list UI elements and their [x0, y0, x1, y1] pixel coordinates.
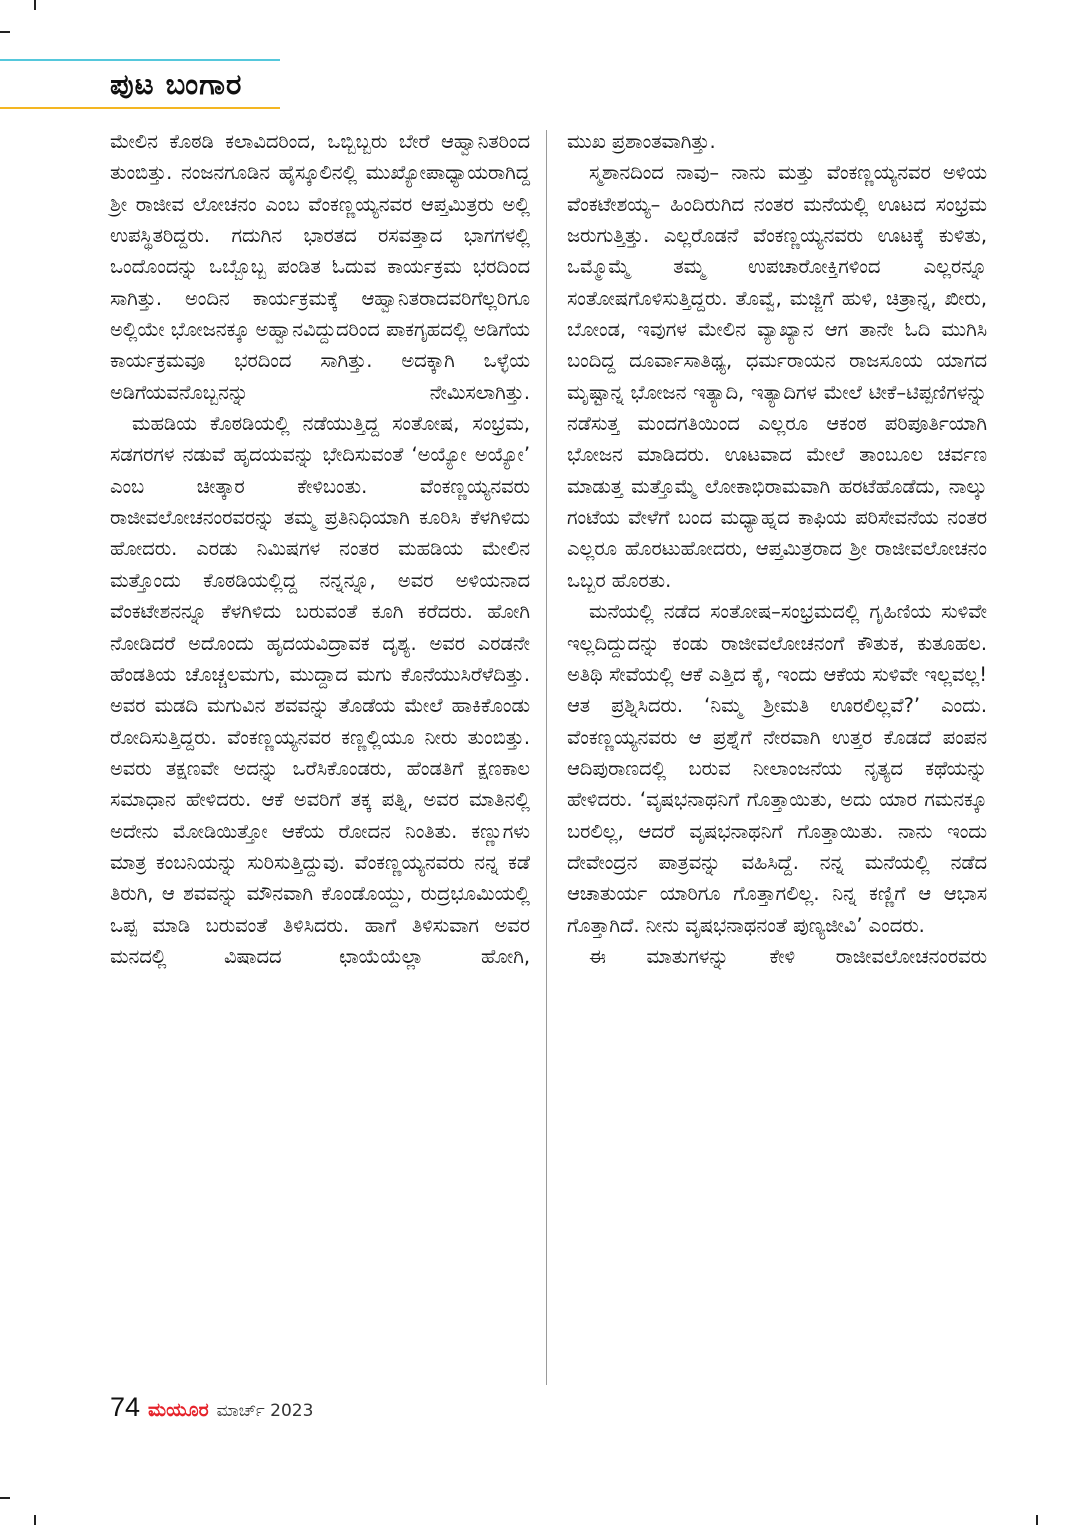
article-column-left: [110, 126, 530, 972]
column-divider: [546, 130, 547, 1385]
issue-date: ಮಾರ್ಚ್ 2023: [216, 1401, 314, 1421]
crop-mark-top-left: [34, 0, 36, 10]
page-footer: [110, 1392, 313, 1432]
header-accent-line-top: [0, 59, 280, 61]
magazine-name: ಮಯೂರ: [148, 1399, 209, 1421]
article-paragraph: ಮುಖ ಪ್ರಶಾಂತವಾಗಿತ್ತು.: [567, 130, 716, 153]
page-number: 74: [110, 1392, 141, 1422]
article-paragraph: ಮೇಲಿನ ಕೊಠಡಿ ಕಲಾವಿದರಿಂದ, ಒಬ್ಬಿಬ್ಬರು ಬೇರೆ ಆಹ್ವಾನಿತರಿಂದ ತುಂಬಿತ್ತು. ನಂಜನಗೂಡಿನ ಹೈಸ್ಕೂಲಿನಲ್ಲಿ ಮುಖ್ಯೋಪಾಧ್ಯಾಯರಾಗಿದ್ದ ಶ್ರೀ ರಾಜೀವ ಲೋಚನಂ ಎಂಬ ವೆಂಕಣ್ಣಯ್ಯನವರ ಆಪ್ತಮಿತ್ರರು ಅಲ್ಲಿ ಉಪಸ್ಥಿತರಿದ್ದರು. ಗದುಗಿನ ಭಾರತದ ರಸವತ್ತಾದ ಭಾಗಗಳಲ್ಲಿ ಒಂದೊಂದನ್ನು ಒಬ್ಬೊಬ್ಬ ಪಂಡಿತ ಓದುವ ಕಾರ್ಯಕ್ರಮ ಭರದಿಂದ ಸಾಗಿತ್ತು. ಅಂದಿನ ಕಾರ್ಯಕ್ರಮಕ್ಕೆ ಆಹ್ವಾನಿತರಾದವರಿಗೆಲ್ಲರಿಗೂ ಅಲ್ಲಿಯೇ ಭೋಜನಕ್ಕೂ ಅಹ್ವಾನವಿದ್ದುದರಿಂದ ಪಾಕಗೃಹದಲ್ಲಿ ಅಡಿಗೆಯ ಕಾರ್ಯಕ್ರಮವೂ ಭರದಿಂದ ಸಾಗಿತ್ತು. ಅದಕ್ಕಾಗಿ ಒಳ್ಳೆಯ ಅಡಿಗೆಯವನೊಬ್ಬನನ್ನು ನೇಮಿಸಲಾಗಿತ್ತು.: [110, 130, 530, 404]
article-paragraph: ಮಹಡಿಯ ಕೊಠಡಿಯಲ್ಲಿ ನಡೆಯುತ್ತಿದ್ದ ಸಂತೋಷ, ಸಂಭ್ರಮ, ಸಡಗರಗಳ ನಡುವೆ ಹೃದಯವನ್ನು ಭೇದಿಸುವಂತೆ ‘ಅಯ್ಯೋ ಅಯ್ಯೋ’ ಎಂಬ ಚೀತ್ಕಾರ ಕೇಳಿಬಂತು. ವೆಂಕಣ್ಣಯ್ಯನವರು ರಾಜೀವಲೋಚನಂರವರನ್ನು ತಮ್ಮ ಪ್ರತಿನಿಧಿಯಾಗಿ ಕೂರಿಸಿ ಕೆಳಗಿಳಿದು ಹೋದರು. ಎರಡು ನಿಮಿಷಗಳ ನಂತರ ಮಹಡಿಯ ಮೇಲಿನ ಮತ್ತೊಂದು ಕೊಠಡಿಯಲ್ಲಿದ್ದ ನನ್ನನ್ನೂ, ಅವರ ಅಳಿಯನಾದ ವೆಂಕಟೇಶನನ್ನೂ ಕೆಳಗಿಳಿದು ಬರುವಂತೆ ಕೂಗಿ ಕರೆದರು. ಹೋಗಿ ನೋಡಿದರೆ ಅದೊಂದು ಹೃದಯವಿದ್ರಾವಕ ದೃಶ್ಯ. ಅವರ ಎರಡನೇ ಹೆಂಡತಿಯ ಚೊಚ್ಚಲಮಗು, ಮುದ್ದಾದ ಮಗು ಕೊನೆಯುಸಿರೆಳೆದಿತ್ತು. ಅವರ ಮಡದಿ ಮಗುವಿನ ಶವವನ್ನು ತೊಡೆಯ ಮೇಲೆ ಹಾಕಿಕೊಂಡು ರೋದಿಸುತ್ತಿದ್ದರು. ವೆಂಕಣ್ಣಯ್ಯನವರ ಕಣ್ಣಲ್ಲಿಯೂ ನೀರು ತುಂಬಿತ್ತು. ಅವರು ತಕ್ಷಣವೇ ಅದನ್ನು ಒರೆಸಿಕೊಂಡರು, ಹೆಂಡತಿಗೆ ಕ್ಷಣಕಾಲ ಸಮಾಧಾನ ಹೇಳಿದರು. ಆಕೆ ಅವರಿಗೆ ತಕ್ಕ ಪತ್ನಿ, ಅವರ ಮಾತಿನಲ್ಲಿ ಅದೇನು ಮೋಡಿಯಿತ್ತೋ ಆಕೆಯ ರೋದನ ನಿಂತಿತು. ಕಣ್ಣುಗಳು ಮಾತ್ರ ಕಂಬನಿಯನ್ನು ಸುರಿಸುತ್ತಿದ್ದುವು. ವೆಂಕಣ್ಣಯ್ಯನವರು ನನ್ನ ಕಡೆ ತಿರುಗಿ, ಆ ಶವವನ್ನು ಮೌನವಾಗಿ ಕೊಂಡೊಯ್ದು, ರುದ್ರಭೂಮಿಯಲ್ಲಿ ಒಪ್ಪ ಮಾಡಿ ಬರುವಂತೆ ತಿಳಿಸಿದರು. ಹಾಗೆ ತಿಳಿಸುವಾಗ ಅವರ ಮನದಲ್ಲಿ ವಿಷಾದದ ಛಾಯೆಯೆಲ್ಲಾ ಹೋಗಿ,: [110, 412, 530, 968]
article-paragraph: ಮನೆಯಲ್ಲಿ ನಡೆದ ಸಂತೋಷ–ಸಂಭ್ರಮದಲ್ಲಿ ಗೃಹಿಣಿಯ ಸುಳಿವೇ ಇಲ್ಲದಿದ್ದುದನ್ನು ಕಂಡು ರಾಜೀವಲೋಚನಂಗೆ ಕೌತುಕ, ಕುತೂಹಲ. ಅತಿಥಿ ಸೇವೆಯಲ್ಲಿ ಆಕೆ ಎತ್ತಿದ ಕೈ, ಇಂದು ಆಕೆಯ ಸುಳಿವೇ ಇಲ್ಲವಲ್ಲ! ಆತ ಪ್ರಶ್ನಿಸಿದರು. ‘ನಿಮ್ಮ ಶ್ರೀಮತಿ ಊರಲಿಲ್ಲವೆ?’ ಎಂದು. ವೆಂಕಣ್ಣಯ್ಯನವರು ಆ ಪ್ರಶ್ನೆಗೆ ನೇರವಾಗಿ ಉತ್ತರ ಕೊಡದೆ ಪಂಪನ ಆದಿಪುರಾಣದಲ್ಲಿ ಬರುವ ನೀಲಾಂಜನೆಯ ನೃತ್ಯದ ಕಥೆಯನ್ನು ಹೇಳಿದರು. ‘ವೃಷಭನಾಥನಿಗೆ ಗೊತ್ತಾಯಿತು, ಅದು ಯಾರ ಗಮನಕ್ಕೂ ಬರಲಿಲ್ಲ, ಆದರೆ ವೃಷಭನಾಥನಿಗೆ ಗೊತ್ತಾಯಿತು. ನಾನು ಇಂದು ದೇವೇಂದ್ರನ ಪಾತ್ರವನ್ನು ವಹಿಸಿದ್ದೆ. ನನ್ನ ಮನೆಯಲ್ಲಿ ನಡೆದ ಆಚಾತುರ್ಯ ಯಾರಿಗೂ ಗೊತ್ತಾಗಲಿಲ್ಲ. ನಿನ್ನ ಕಣ್ಣಿಗೆ ಆ ಆಭಾಸ ಗೊತ್ತಾಗಿದೆ. ನೀನು ವೃಷಭನಾಥನಂತೆ ಪುಣ್ಯಜೀವಿ’ ಎಂದರು.: [567, 600, 987, 937]
header-accent-line-bottom: [0, 107, 280, 109]
crop-mark-bottom-left: [34, 1515, 36, 1525]
article-paragraph: ಈ ಮಾತುಗಳನ್ನು ಕೇಳಿ ರಾಜೀವಲೋಚನಂರವರು: [589, 944, 987, 968]
crop-mark-left-lower: [0, 1497, 10, 1499]
crop-mark-bottom-right: [1036, 1515, 1038, 1525]
crop-mark-left-upper: [0, 31, 10, 33]
section-title: ಪುಟ ಬಂಗಾರ: [110, 67, 243, 101]
article-column-right: [567, 126, 987, 972]
article-paragraph: ಸ್ಮಶಾನದಿಂದ ನಾವು– ನಾನು ಮತ್ತು ವೆಂಕಣ್ಣಯ್ಯನವರ ಅಳಿಯ ವೆಂಕಟೇಶಯ್ಯ– ಹಿಂದಿರುಗಿದ ನಂತರ ಮನೆಯಲ್ಲಿ ಊಟದ ಸಂಭ್ರಮ ಜರುಗುತ್ತಿತ್ತು. ಎಲ್ಲರೊಡನೆ ವೆಂಕಣ್ಣಯ್ಯನವರು ಊಟಕ್ಕೆ ಕುಳಿತು, ಒಮ್ಮೊಮ್ಮೆ ತಮ್ಮ ಉಪಚಾರೋಕ್ತಿಗಳಿಂದ ಎಲ್ಲರನ್ನೂ ಸಂತೋಷಗೊಳಿಸುತ್ತಿದ್ದರು. ತೊವ್ವೆ, ಮಜ್ಜಿಗೆ ಹುಳಿ, ಚಿತ್ರಾನ್ನ, ಖೀರು, ಬೋಂಡ, ಇವುಗಳ ಮೇಲಿನ ವ್ಯಾಖ್ಯಾನ ಆಗ ತಾನೇ ಓದಿ ಮುಗಿಸಿ ಬಂದಿದ್ದ ದೂರ್ವಾಸಾತಿಥ್ಯ, ಧರ್ಮರಾಯನ ರಾಜಸೂಯ ಯಾಗದ ಮೃಷ್ಟಾನ್ನ ಭೋಜನ ಇತ್ಯಾದಿ, ಇತ್ಯಾದಿಗಳ ಮೇಲೆ ಟೀಕೆ–ಟಿಪ್ಪಣಿಗಳನ್ನು ನಡೆಸುತ್ತ ಮಂದಗತಿಯಿಂದ ಎಲ್ಲರೂ ಆಕಂಠ ಪರಿಪೂರ್ತಿಯಾಗಿ ಭೋಜನ ಮಾಡಿದರು. ಊಟವಾದ ಮೇಲೆ ತಾಂಬೂಲ ಚರ್ವಣ ಮಾಡುತ್ತ ಮತ್ತೊಮ್ಮೆ ಲೋಕಾಭಿರಾಮವಾಗಿ ಹರಟೆಹೊಡೆದು, ನಾಲ್ಕು ಗಂಟೆಯ ವೇಳೆಗೆ ಬಂದ ಮಧ್ಯಾಹ್ನದ ಕಾಫಿಯ ಪರಿಸೇವನೆಯ ನಂತರ ಎಲ್ಲರೂ ಹೊರಟುಹೋದರು, ಆಪ್ತಮಿತ್ರರಾದ ಶ್ರೀ ರಾಜೀವಲೋಚನಂ ಒಬ್ಬರ ಹೊರತು.: [567, 161, 987, 592]
